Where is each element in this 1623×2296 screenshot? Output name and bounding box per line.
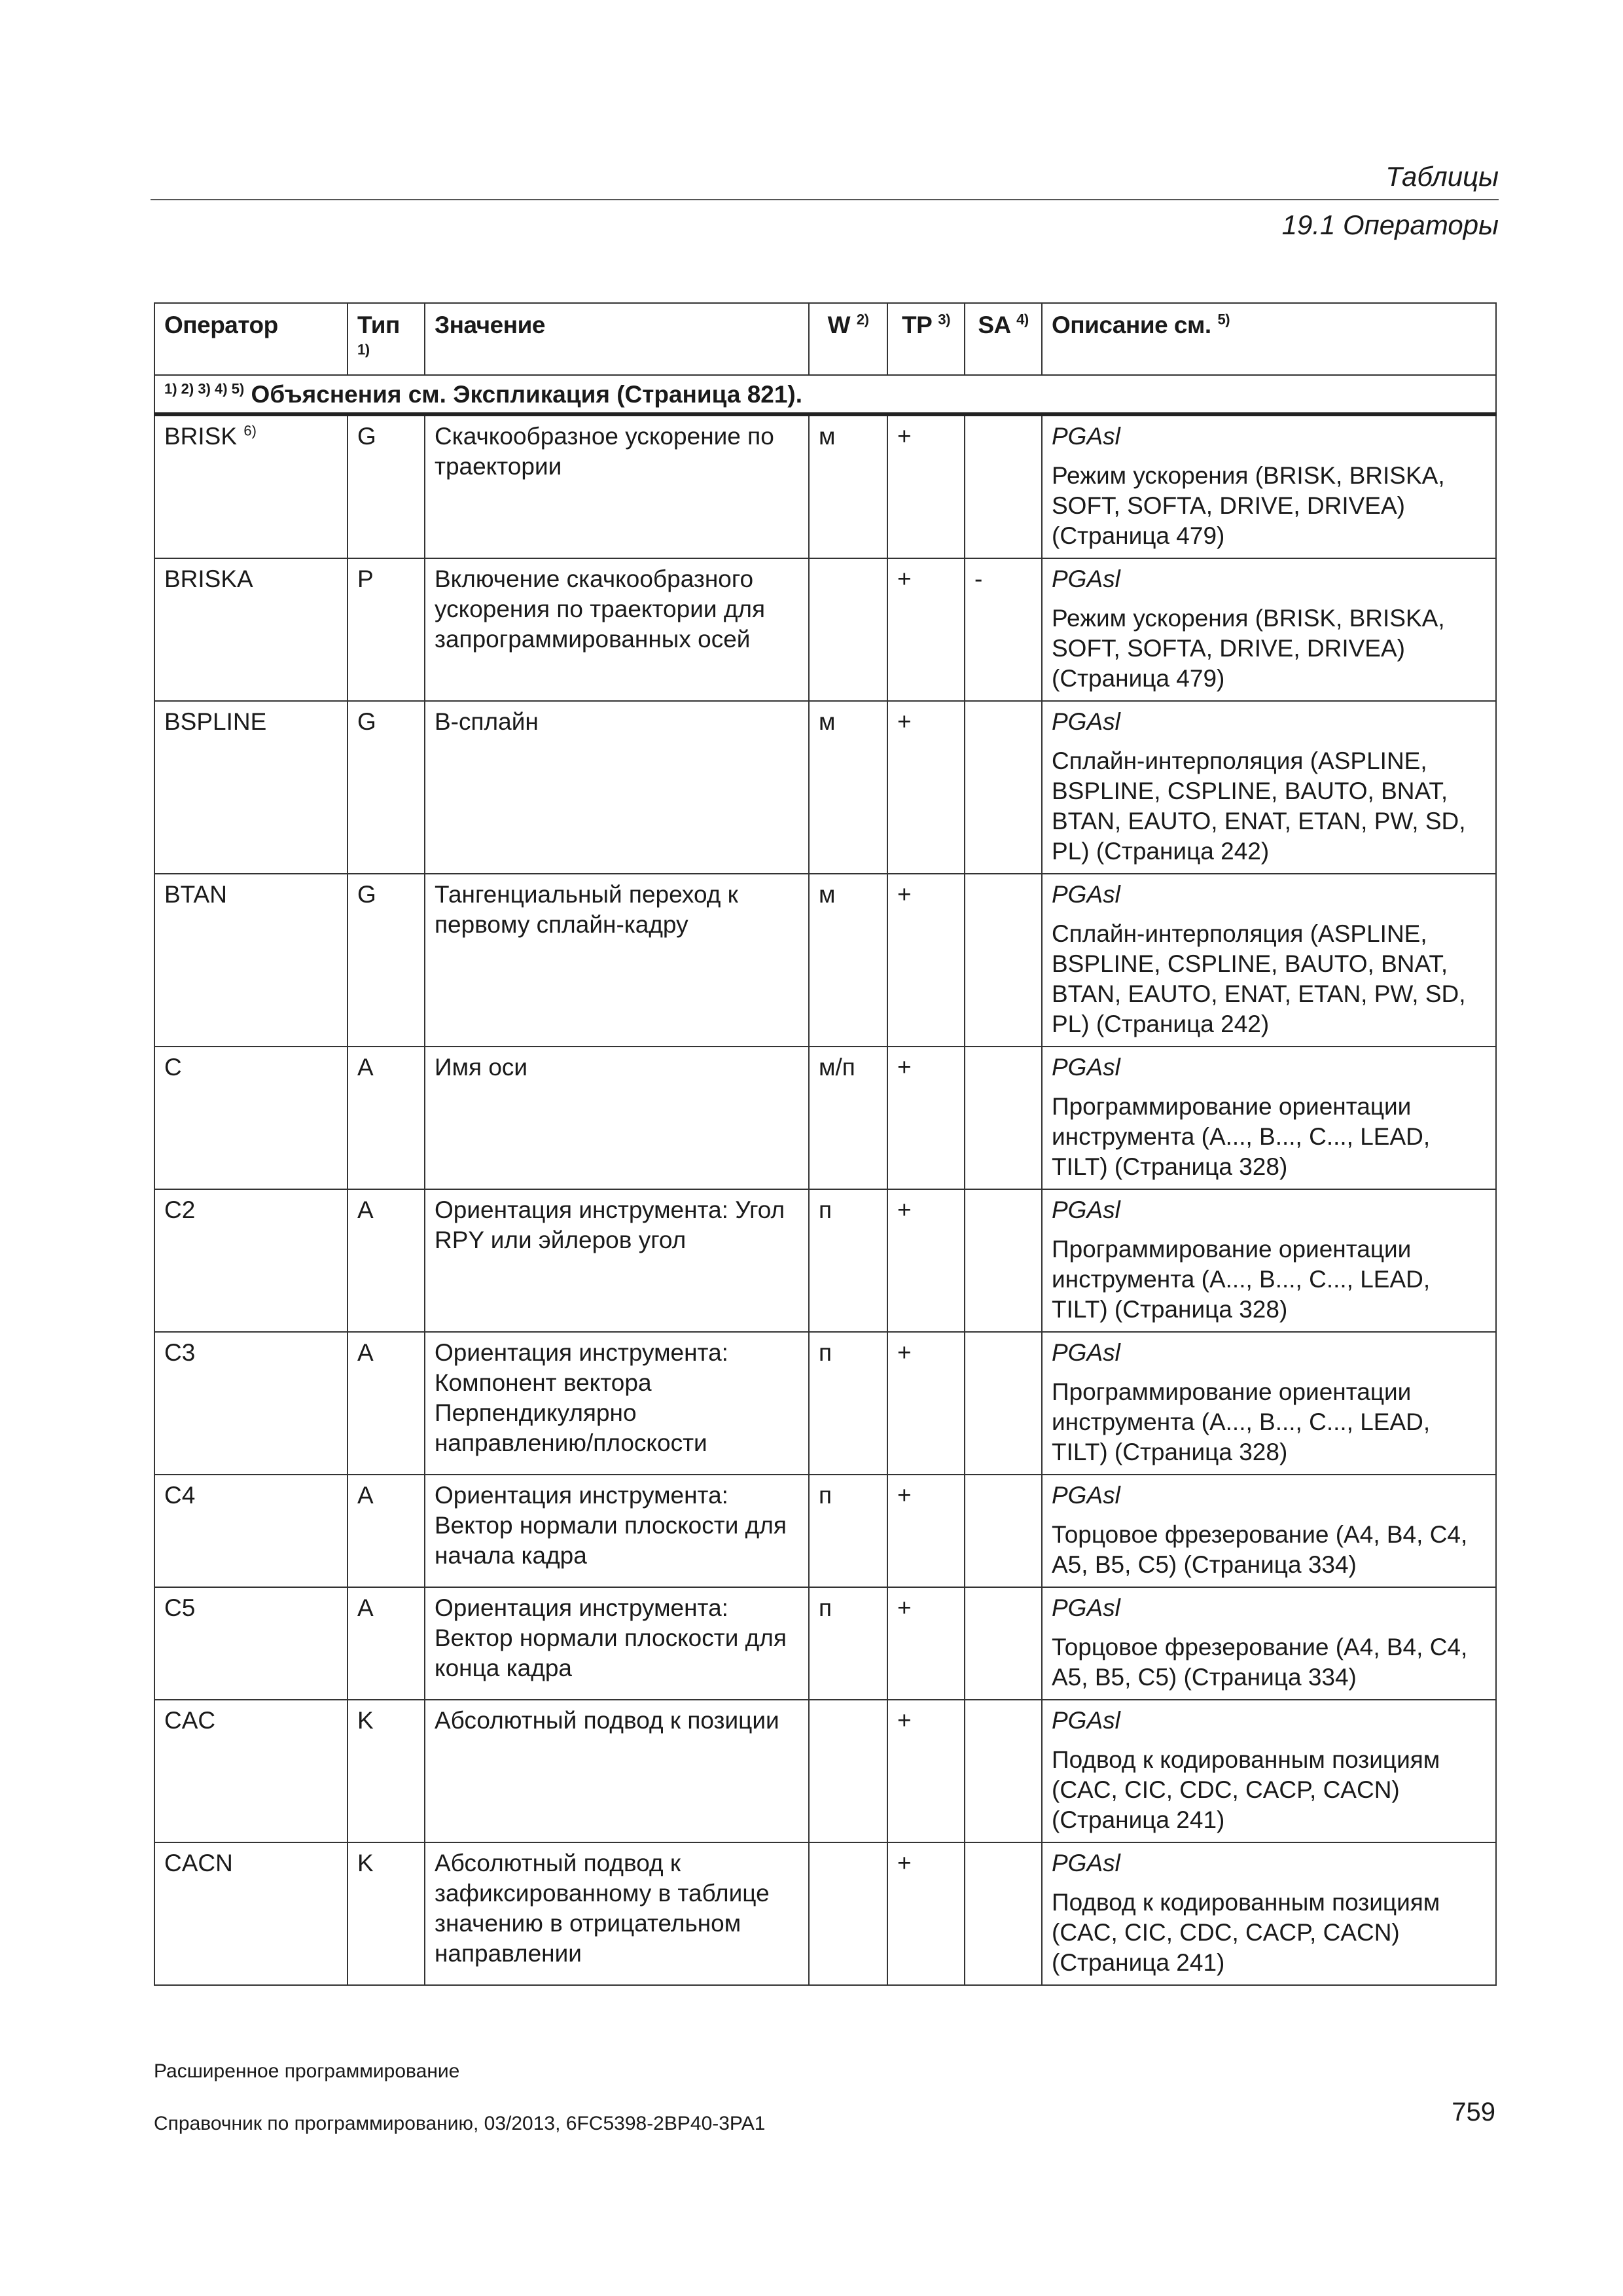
description-link: Режим ускорения (BRISK, BRISKA, SOFT, SOFTA, DRIVE, DRIVEA) (Страница 479)	[1052, 462, 1445, 549]
cell-type: G	[348, 701, 425, 874]
cell-operator	[154, 1332, 348, 1475]
operator-name: C5	[164, 1594, 196, 1621]
doc-reference: PGAsl	[1052, 708, 1120, 735]
description-link: Подвод к кодированным позициям (CAC, CIC, CDC, CACP, CACN) (Страница 241)	[1052, 1889, 1440, 1976]
table-row	[154, 1587, 1496, 1700]
operator-name: BRISK	[164, 423, 238, 450]
cell-description	[1042, 1700, 1496, 1842]
description-link: Программирование ориентации инструмента (A..., B..., C..., LEAD, TILT) (Страница 328)	[1052, 1236, 1431, 1323]
description-link: Программирование ориентации инструмента (A..., B..., C..., LEAD, TILT) (Страница 328)	[1052, 1093, 1431, 1180]
cell-tp: +	[887, 1332, 965, 1475]
cell-meaning: Имя оси	[425, 1047, 809, 1189]
table-row	[154, 1842, 1496, 1985]
cell-sa	[965, 414, 1042, 558]
col-header-tp: TP $^{3)}$	[887, 303, 965, 375]
col-header-desc: Описание см. $^{5)}$	[1042, 303, 1496, 375]
doc-reference: PGAsl	[1052, 1339, 1120, 1366]
cell-description	[1042, 1587, 1496, 1700]
cell-sa	[965, 1332, 1042, 1475]
cell-type: A	[348, 1047, 425, 1189]
header-title: Таблицы	[1385, 161, 1499, 192]
cell-description	[1042, 1475, 1496, 1587]
cell-type: A	[348, 1189, 425, 1332]
cell-sa	[965, 1047, 1042, 1189]
cell-description	[1042, 1842, 1496, 1985]
cell-tp: +	[887, 1047, 965, 1189]
cell-meaning: Абсолютный подвод к зафиксированному в таблице значению в отрицательном направлении	[425, 1842, 809, 1985]
cell-tp: +	[887, 1700, 965, 1842]
cell-type: A	[348, 1475, 425, 1587]
cell-type: P	[348, 558, 425, 701]
cell-meaning: Ориентация инструмента: Компонент вектора Перпендикулярно направлению/плоскости	[425, 1332, 809, 1475]
operator-name: CACN	[164, 1850, 233, 1876]
table-row	[154, 1332, 1496, 1475]
cell-description	[1042, 1189, 1496, 1332]
cell-operator	[154, 1189, 348, 1332]
table-row	[154, 1700, 1496, 1842]
description-link: Торцовое фрезерование (A4, B4, C4, A5, B5, C5) (Страница 334)	[1052, 1521, 1468, 1578]
description-link: Режим ускорения (BRISK, BRISKA, SOFT, SOFTA, DRIVE, DRIVEA) (Страница 479)	[1052, 605, 1445, 692]
cell-description	[1042, 1047, 1496, 1189]
cell-sa	[965, 1189, 1042, 1332]
operator-name: C3	[164, 1339, 196, 1366]
cell-meaning: B-сплайн	[425, 701, 809, 874]
cell-sa	[965, 874, 1042, 1047]
header-subtitle: 19.1 Операторы	[1281, 209, 1499, 240]
operator-name: BRISKA	[164, 565, 253, 592]
cell-tp: +	[887, 414, 965, 558]
cell-w: м	[809, 414, 887, 558]
operator-name: BTAN	[164, 881, 227, 908]
cell-w: м/п	[809, 1047, 887, 1189]
operator-footnote: 6)	[243, 422, 257, 439]
cell-tp: +	[887, 558, 965, 701]
doc-reference: PGAsl	[1052, 1482, 1120, 1509]
cell-description	[1042, 701, 1496, 874]
doc-reference: PGAsl	[1052, 881, 1120, 908]
table-row	[154, 874, 1496, 1047]
page-number: 759	[1452, 2098, 1495, 2126]
table-row	[154, 1047, 1496, 1189]
description-link: Программирование ориентации инструмента (A..., B..., C..., LEAD, TILT) (Страница 328)	[1052, 1378, 1431, 1465]
cell-sa	[965, 701, 1042, 874]
doc-reference: PGAsl	[1052, 1850, 1120, 1876]
cell-sa	[965, 1587, 1042, 1700]
operator-name: CAC	[164, 1707, 216, 1734]
cell-w: п	[809, 1332, 887, 1475]
col-header-sa: SA $^{4)}$	[965, 303, 1042, 375]
table-row	[154, 558, 1496, 701]
cell-w	[809, 1842, 887, 1985]
page-header	[151, 157, 1499, 245]
doc-reference: PGAsl	[1052, 565, 1120, 592]
page-footer	[154, 2058, 1495, 2137]
cell-sa: -	[965, 558, 1042, 701]
cell-meaning: Ориентация инструмента: Вектор нормали плоскости для конца кадра	[425, 1587, 809, 1700]
description-link: Подвод к кодированным позициям (CAC, CIC, CDC, CACP, CACN) (Страница 241)	[1052, 1746, 1440, 1833]
cell-operator	[154, 701, 348, 874]
operator-name: C	[164, 1054, 182, 1081]
col-header-type: Тип $^{1)}$	[348, 303, 425, 375]
cell-type: K	[348, 1842, 425, 1985]
cell-sa	[965, 1475, 1042, 1587]
cell-meaning: Абсолютный подвод к позиции	[425, 1700, 809, 1842]
cell-w: п	[809, 1587, 887, 1700]
cell-tp: +	[887, 1842, 965, 1985]
description-link: Сплайн-интерполяция (ASPLINE, BSPLINE, CSPLINE, BAUTO, BNAT, BTAN, EAUTO, ENAT, ETAN, PW, SD, PL) (Страница 242)	[1052, 747, 1466, 865]
cell-type: A	[348, 1332, 425, 1475]
cell-sa	[965, 1700, 1042, 1842]
description-link: Торцовое фрезерование (A4, B4, C4, A5, B5, C5) (Страница 334)	[1052, 1634, 1468, 1691]
table-row	[154, 1475, 1496, 1587]
operator-name: BSPLINE	[164, 708, 267, 735]
table-note: $^{1) 2) 3) 4) 5)}$ Объяснения см. Экспликация (Страница 821).	[154, 375, 1496, 414]
cell-w: п	[809, 1189, 887, 1332]
cell-w: п	[809, 1475, 887, 1587]
cell-tp: +	[887, 1189, 965, 1332]
doc-reference: PGAsl	[1052, 1054, 1120, 1081]
cell-operator	[154, 558, 348, 701]
description-link: Сплайн-интерполяция (ASPLINE, BSPLINE, CSPLINE, BAUTO, BNAT, BTAN, EAUTO, ENAT, ETAN, PW, SD, PL) (Страница 242)	[1052, 920, 1466, 1037]
doc-reference: PGAsl	[1052, 1707, 1120, 1734]
operator-name: C4	[164, 1482, 196, 1509]
doc-reference: PGAsl	[1052, 423, 1120, 450]
cell-type: K	[348, 1700, 425, 1842]
cell-description	[1042, 414, 1496, 558]
table-row	[154, 701, 1496, 874]
cell-operator	[154, 1587, 348, 1700]
cell-type: G	[348, 874, 425, 1047]
cell-meaning: Скачкообразное ускорение по траектории	[425, 414, 809, 558]
cell-tp: +	[887, 1475, 965, 1587]
footer-line-2: Справочник по программированию, 03/2013, 6FC5398-2BP40-3PA1	[154, 2113, 766, 2134]
cell-tp: +	[887, 874, 965, 1047]
cell-w: м	[809, 701, 887, 874]
cell-operator	[154, 1842, 348, 1985]
table-row	[154, 414, 1496, 558]
cell-meaning: Тангенциальный переход к первому сплайн-кадру	[425, 874, 809, 1047]
cell-w: м	[809, 874, 887, 1047]
cell-operator	[154, 874, 348, 1047]
table-note-row	[154, 375, 1496, 414]
cell-meaning: Включение скачкообразного ускорения по траектории для запрограммированных осей	[425, 558, 809, 701]
col-header-w: W $^{2)}$	[809, 303, 887, 375]
header-rule	[151, 199, 1499, 200]
operators-table	[154, 302, 1497, 1986]
operator-name: C2	[164, 1196, 196, 1223]
cell-meaning: Ориентация инструмента: Угол RPY или эйлеров угол	[425, 1189, 809, 1332]
cell-description	[1042, 874, 1496, 1047]
cell-description	[1042, 1332, 1496, 1475]
cell-w	[809, 558, 887, 701]
doc-reference: PGAsl	[1052, 1196, 1120, 1223]
cell-operator	[154, 1047, 348, 1189]
doc-reference: PGAsl	[1052, 1594, 1120, 1621]
cell-description	[1042, 558, 1496, 701]
col-header-operator: Оператор	[154, 303, 348, 375]
cell-type: A	[348, 1587, 425, 1700]
cell-operator	[154, 1475, 348, 1587]
cell-operator	[154, 1700, 348, 1842]
table-header-row	[154, 303, 1496, 375]
table-row	[154, 1189, 1496, 1332]
cell-type: G	[348, 414, 425, 558]
cell-meaning: Ориентация инструмента: Вектор нормали плоскости для начала кадра	[425, 1475, 809, 1587]
cell-w	[809, 1700, 887, 1842]
cell-tp: +	[887, 701, 965, 874]
cell-tp: +	[887, 1587, 965, 1700]
cell-sa	[965, 1842, 1042, 1985]
footer-line-1: Расширенное программирование	[154, 2060, 460, 2082]
cell-operator	[154, 414, 348, 558]
col-header-meaning: Значение	[425, 303, 809, 375]
